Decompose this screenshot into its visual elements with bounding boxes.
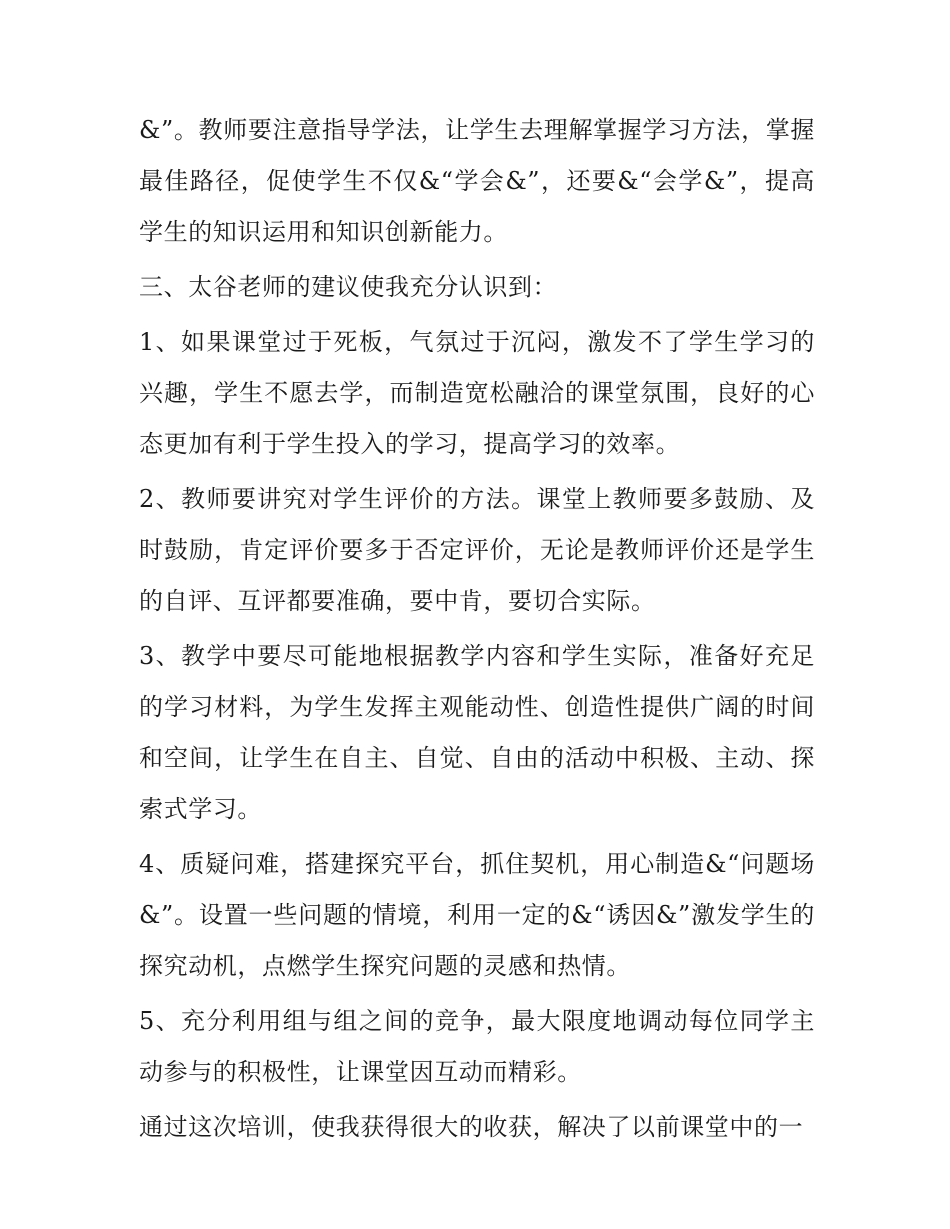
paragraph-conclusion: 通过这次培训，使我获得很大的收获，解决了以前课堂中的一 (139, 1113, 804, 1141)
paragraph-point-5: 5、充分利用组与组之间的竞争，最大限度地调动每位同学主动参与的积极性，让课堂因互动而精彩。 (139, 1007, 815, 1086)
paragraph-point-3: 3、教学中要尽可能地根据教学内容和学生实际，准备好充足的学习材料，为学生发挥主观能动性、创造性提供广阔的时间和空间，让学生在自主、自觉、自由的活动中积极、主动、探索式学习。 (139, 642, 815, 823)
document-body (139, 105, 815, 1157)
paragraph-point-4: 4、质疑问难，搭建探究平台，抓住契机，用心制造&“问题场&”。设置一些问题的情境，利用一定的&“诱因&”激发学生的探究动机，点燃学生探究问题的灵感和热情。 (139, 850, 815, 980)
paragraph-point-1: 1、如果课堂过于死板，气氛过于沉闷，激发不了学生学习的兴趣，学生不愿去学，而制造宽松融洽的课堂氛围，良好的心态更加有利于学生投入的学习，提高学习的效率。 (139, 328, 815, 458)
paragraph-section-heading: 三、太谷老师的建议使我充分认识到： (139, 273, 558, 301)
paragraph-point-2: 2、教师要讲究对学生评价的方法。课堂上教师要多鼓励、及时鼓励，肯定评价要多于否定评价，无论是教师评价还是学生的自评、互评都要准确，要中肯，要切合实际。 (139, 485, 815, 615)
paragraph-study-methods: &”。教师要注意指导学法，让学生去理解掌握学习方法，掌握最佳路径，促使学生不仅&“学会&”，还要&“会学&”，提高学生的知识运用和知识创新能力。 (139, 116, 815, 246)
